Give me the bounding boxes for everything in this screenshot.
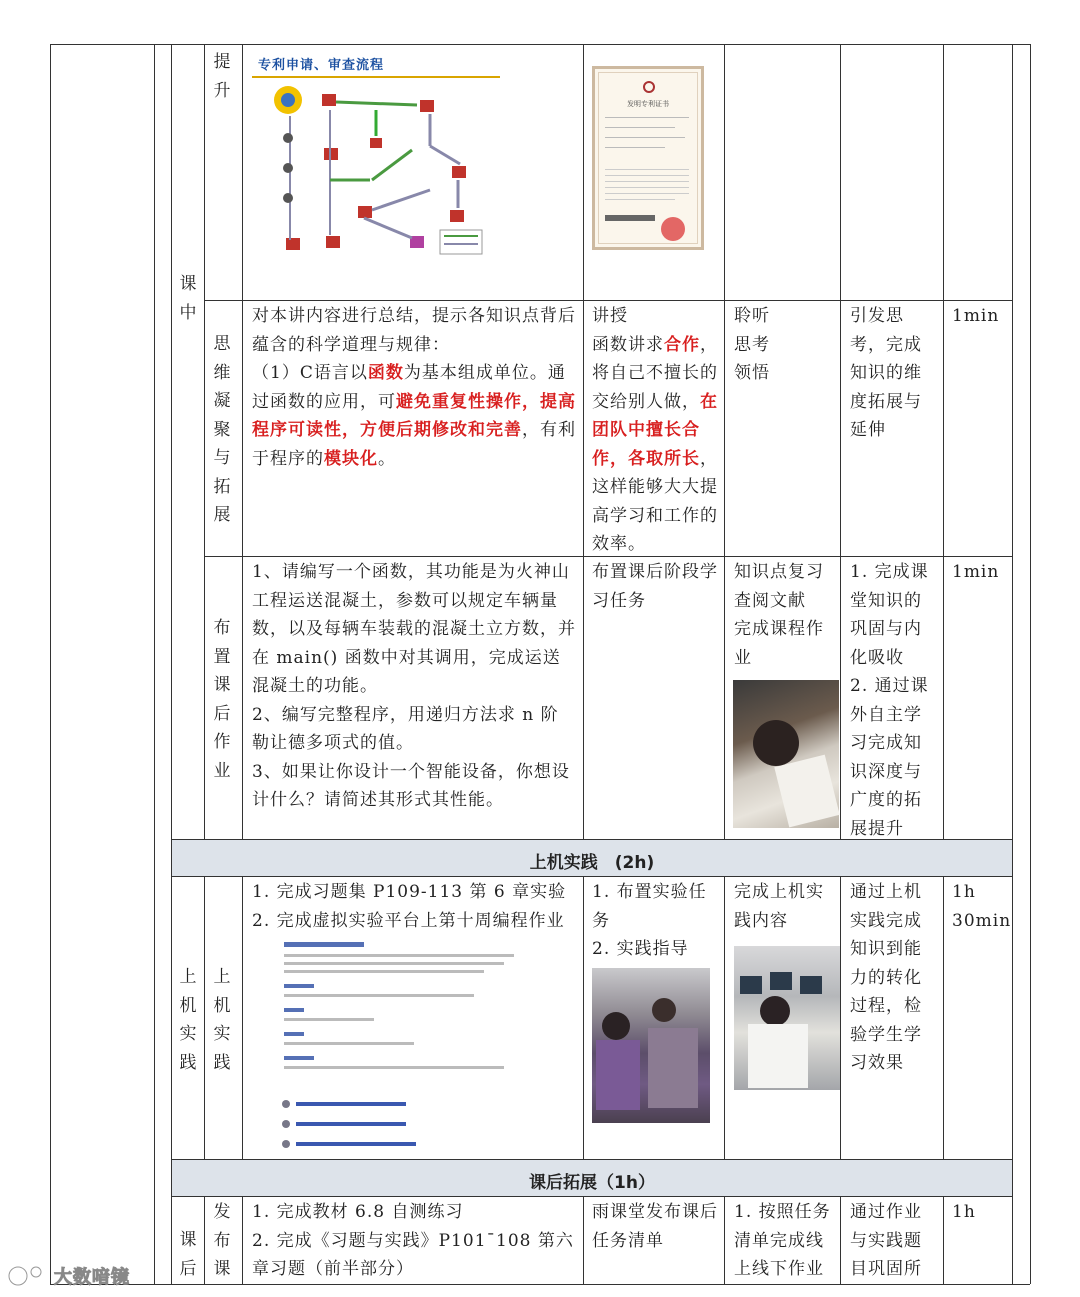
certificate-title: 发明专利证书	[627, 100, 669, 108]
siwei-content-p1: 对本讲内容进行总结，提示各知识点背后蕴含的科学道理与规律：	[252, 306, 576, 355]
siwei-time: 1min	[952, 306, 1000, 326]
col-line-5	[840, 44, 841, 839]
shangji-teacher: 1. 布置实验任务 2. 实践指导	[592, 882, 707, 959]
table-left-inner-border	[154, 44, 155, 1284]
buzhi-label: 布置课后作业	[213, 618, 231, 781]
row-line-6	[171, 1196, 1012, 1197]
buzhi-time: 1min	[952, 562, 1000, 582]
section-band-after-class-title: 课后拓展（1h）	[529, 1173, 655, 1193]
flow-chart-icon	[252, 50, 502, 265]
virtual-lab-screenshot	[282, 940, 542, 1154]
row-line-1	[204, 300, 1012, 301]
col-line-5b	[840, 876, 841, 1159]
col-line-6	[943, 44, 944, 839]
shangji-time: 1h 30min	[952, 882, 1012, 931]
patent-certificate-image	[592, 66, 704, 250]
siwei-content	[252, 302, 576, 473]
table-bottom-border	[50, 1284, 1030, 1285]
table-right-inner-border	[1012, 44, 1013, 1284]
kehou-teacher: 雨课堂发布课后任务清单	[592, 1202, 718, 1251]
row-line-4	[171, 876, 1012, 877]
siwei-student: 聆听 思考 领悟	[734, 306, 770, 383]
col-line-0	[171, 44, 172, 1284]
col-line-2c	[242, 1196, 243, 1284]
siwei-teacher: 讲授 函数讲求合作，将自己不擅长的交给别人做，在团队中擅长合作，各取所长，这样能够大大提高学习和工作的效率。	[592, 306, 718, 554]
col-line-2b	[242, 876, 243, 1159]
col-line-2	[242, 44, 243, 839]
shangji-student: 完成上机实践内容	[734, 882, 824, 931]
student-writing-photo	[733, 680, 839, 828]
patent-flow-diagram	[252, 50, 502, 265]
col-line-1c	[204, 1196, 205, 1284]
buzhi-goal: 1. 完成课堂知识的巩固与内化吸收 2. 通过课外自主学习完成知识深度与广度的拓展提升	[850, 562, 929, 839]
col-line-3c	[583, 1196, 584, 1284]
col-line-4	[724, 44, 725, 839]
watermark-logo-icon	[6, 1264, 50, 1288]
siwei-label: 思维凝聚与拓展	[213, 334, 231, 525]
kehou-outer-label: 课后	[179, 1230, 197, 1279]
computer-lab-photo-2	[734, 946, 840, 1090]
tisheng-label: 提升	[213, 52, 231, 101]
computer-lab-photo-1	[592, 968, 710, 1123]
patent-flow-title: 专利申请、审查流程	[258, 58, 385, 73]
kehou-time: 1h	[952, 1202, 976, 1222]
col-line-1b	[204, 876, 205, 1159]
col-line-4b	[724, 876, 725, 1159]
watermark	[6, 1262, 130, 1290]
buzhi-student: 知识点复习 查阅文献 完成课程作业	[734, 562, 824, 668]
kehou-student: 1. 按照任务清单完成线上线下作业	[734, 1202, 831, 1279]
kehou-content: 1. 完成教材 6.8 自测练习 2. 完成《习题与实践》P101¯108 第六章习题（前半部分）	[252, 1202, 574, 1279]
shangji-label: 上机实践	[213, 967, 231, 1073]
col-line-1	[204, 44, 205, 839]
kehou-goal: 通过作业与实践题目巩固所	[850, 1202, 922, 1279]
siwei-content-p2: （1）C语言以函数为基本组成单位。通过函数的应用，可避免重复性操作，提高程序可读性，方便后期修改和完善，有利于程序的模块化。	[252, 363, 576, 469]
table-top-border	[50, 44, 1030, 45]
section-band-lab-title: 上机实践 (2h)	[529, 853, 655, 873]
kehou-label: 发布课	[213, 1202, 231, 1279]
shangji-goal: 通过上机实践完成知识到能力的转化过程，检验学生学习效果	[850, 882, 922, 1073]
table-right-border	[1030, 44, 1031, 1284]
buzhi-content: 1、请编写一个函数，其功能是为火神山工程运送混凝土，参数可以规定车辆量数，以及每辆车装载的混凝土立方数，并在 main() 函数中对其调用，完成运送混凝土的功能。 2、编写完整程序，用递归方法求 n 阶勒让德多项式的值。 3、如果让你设计一个智能设备，你想设计什么？请简述其形式其性能。	[252, 562, 576, 810]
kezhong-label: 课中	[179, 274, 197, 323]
col-line-3	[583, 44, 584, 839]
siwei-goal: 引发思考，完成知识的维度拓展与延伸	[850, 306, 922, 440]
col-line-6b	[943, 876, 944, 1159]
table-left-border	[50, 44, 51, 1284]
col-line-4c	[724, 1196, 725, 1284]
watermark-text: 大数喑镜	[54, 1267, 130, 1288]
col-line-5c	[840, 1196, 841, 1284]
buzhi-teacher: 布置课后阶段学习任务	[592, 562, 718, 611]
col-line-6c	[943, 1196, 944, 1284]
shangji-outer-label: 上机实践	[179, 967, 197, 1073]
col-line-3b	[583, 876, 584, 1159]
shangji-content: 1. 完成习题集 P109-113 第 6 章实验 2. 完成虚拟实验平台上第十周编程作业	[252, 882, 567, 931]
